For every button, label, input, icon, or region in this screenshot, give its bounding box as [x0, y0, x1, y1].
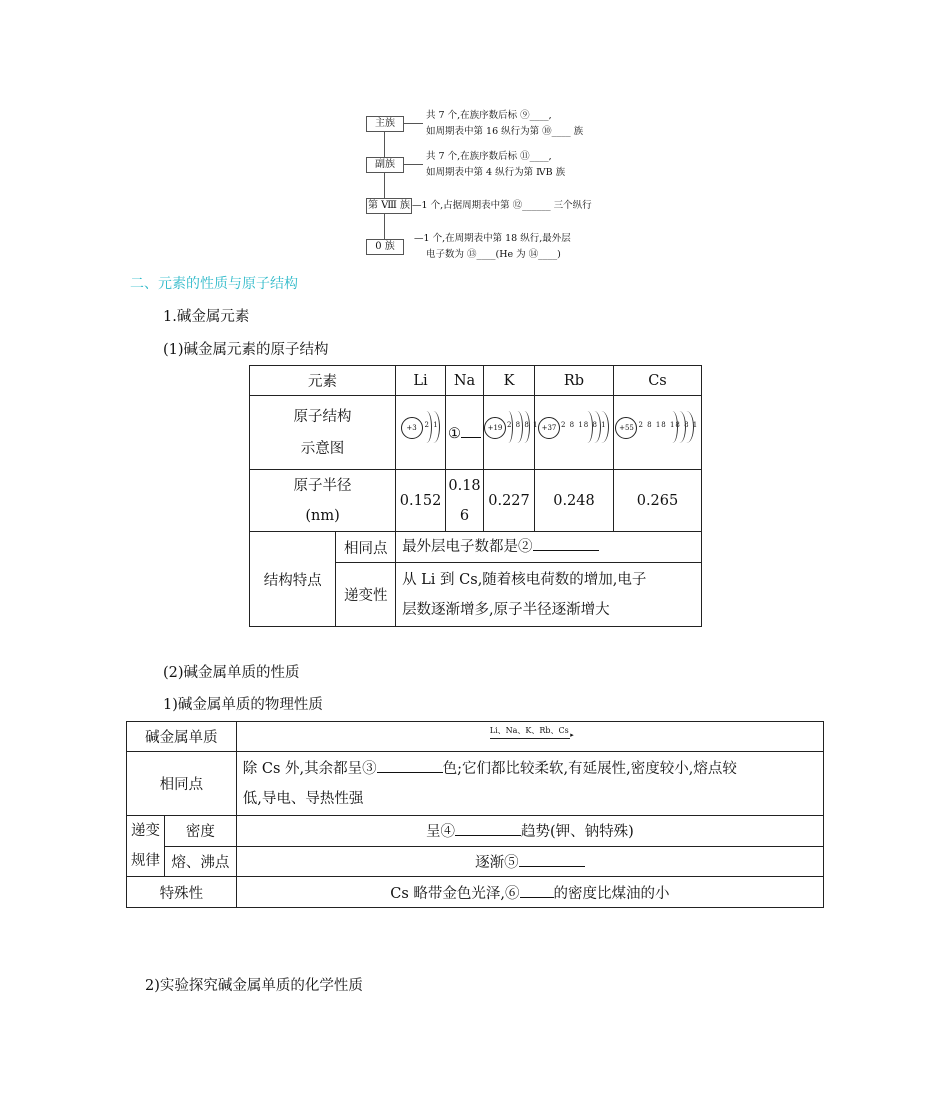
r1-arrow-cell	[236, 722, 823, 752]
atom-cs	[615, 409, 699, 453]
radius-na	[446, 470, 484, 532]
trend-line-1: 从 Li 到 Cs,随着核电荷数的增加,电子	[402, 571, 647, 588]
group-box-viii: 第 Ⅷ 族	[366, 198, 412, 214]
atom-rb	[536, 409, 612, 453]
item-atomic-structure: (1)碱金属元素的原子结构	[163, 342, 329, 358]
special-text-cell	[236, 877, 823, 908]
atom-diagram-na	[446, 396, 484, 470]
r2-label: 相同点	[127, 752, 237, 816]
radius-na-2: 6	[459, 507, 470, 524]
radius-li: 0.152	[396, 470, 446, 532]
group-text-viii: —1 个,占据周期表中第 ⑫______ 三个纵行	[412, 200, 592, 211]
header-cs: Cs	[613, 366, 701, 396]
answer-blank-5	[519, 852, 585, 867]
trend-text-cell	[396, 563, 702, 627]
feature-label: 结构特点	[250, 532, 336, 627]
structure-label	[250, 396, 396, 470]
radius-label-2: (nm)	[305, 507, 340, 524]
answer-blank-1	[461, 423, 481, 438]
shells-cs: 2 8 18 18 8 1	[638, 420, 699, 429]
atom-li	[397, 409, 445, 453]
physical-properties-table	[126, 721, 824, 908]
group-text-zero-2: 电子数为 ⑬____(He 为 ⑭____)	[426, 249, 561, 260]
radius-na-1: 0.18	[448, 477, 481, 494]
group-text-zero-1: —1 个,在周期表中第 18 纵行,最外层	[414, 233, 571, 244]
group-box-main: 主族	[366, 116, 404, 132]
diagram-connector	[384, 130, 385, 240]
header-li: Li	[396, 366, 446, 396]
bracket-line	[403, 123, 423, 124]
melt-label: 熔、沸点	[164, 846, 236, 877]
r2-line-1	[243, 754, 817, 784]
same-text: 最外层电子数都是②	[402, 539, 533, 555]
radius-label	[250, 470, 396, 532]
shell-arc	[424, 411, 440, 443]
radius-label-1: 原子半径	[293, 477, 352, 494]
shell-arc	[594, 411, 609, 443]
atom-diagram-k	[484, 396, 539, 470]
element-order-arrow	[489, 722, 574, 739]
atom-k	[484, 409, 539, 453]
shell-arc	[519, 411, 530, 443]
r1-label: 碱金属单质	[127, 722, 237, 752]
item-chemical-properties: 2)实验探究碱金属单质的化学性质	[145, 978, 363, 994]
header-na: Na	[446, 366, 484, 396]
density-a: 呈④	[425, 824, 455, 841]
trend-rule-2: 规律	[130, 853, 160, 869]
header-k: K	[484, 366, 535, 396]
atom-diagram-cs	[613, 396, 701, 470]
element-order-text: Li、Na、K、Rb、Cs	[489, 726, 569, 735]
bracket-line	[403, 164, 423, 165]
item-elemental-properties: (2)碱金属单质的性质	[163, 665, 300, 681]
atom-diagram-li	[396, 396, 446, 470]
r2-text-b: 色;它们都比较柔软,有延展性,密度较小,熔点较	[442, 760, 737, 777]
melt-text-cell	[236, 846, 823, 877]
density-b: 趋势(钾、钠特殊)	[520, 824, 634, 841]
group-text-sub-1: 共 7 个,在族序数后标 ⑪____,	[426, 151, 552, 162]
same-text-cell	[396, 532, 702, 563]
r2-line-2: 低,导电、导热性强	[242, 790, 364, 807]
atomic-structure-table	[249, 365, 702, 627]
radius-k: 0.227	[484, 470, 535, 532]
r2-text-cell	[236, 752, 823, 816]
density-label: 密度	[164, 816, 236, 847]
group-text-main-1: 共 7 个,在族序数后标 ⑨____,	[426, 110, 552, 121]
special-b: 的密度比煤油的小	[553, 885, 670, 902]
same-label: 相同点	[336, 532, 396, 563]
density-text-cell	[236, 816, 823, 847]
nucleus-k: +19	[484, 417, 506, 439]
radius-rb: 0.248	[535, 470, 614, 532]
shell-arc	[679, 411, 694, 443]
group-text-main-2: 如周期表中第 16 纵行为第 ⑩____ 族	[426, 126, 584, 137]
header-rb: Rb	[535, 366, 614, 396]
arrow-head-icon: ▸	[570, 731, 574, 739]
melt-a: 逐渐⑤	[475, 854, 519, 871]
nucleus-li: +3	[401, 417, 423, 439]
group-box-sub: 副族	[366, 157, 404, 173]
trend-line-2: 层数逐渐增多,原子半径逐渐增大	[402, 601, 610, 618]
trend-rule-label	[127, 816, 165, 877]
item-physical-properties: 1)碱金属单质的物理性质	[163, 697, 323, 713]
structure-label-1: 原子结构	[293, 408, 352, 425]
shells-k: 2 8 8 1	[507, 420, 539, 429]
na-blank-label: ①	[448, 426, 462, 442]
special-a: Cs 略带金色光泽,⑥	[390, 885, 520, 902]
special-label: 特殊性	[127, 877, 237, 908]
section-title: 二、元素的性质与原子结构	[130, 276, 298, 292]
nucleus-rb: +37	[538, 417, 560, 439]
shells-li: 2 1	[424, 420, 439, 429]
answer-blank-4	[455, 821, 521, 836]
atom-diagram-rb	[535, 396, 614, 470]
trend-label: 递变性	[336, 563, 396, 627]
nucleus-cs: +55	[615, 417, 637, 439]
group-text-sub-2: 如周期表中第 4 纵行为第 ⅣB 族	[426, 167, 566, 178]
r2-text-a: 除 Cs 外,其余都呈③	[242, 760, 377, 777]
answer-blank-6	[520, 883, 554, 898]
shells-rb: 2 8 18 8 1	[560, 420, 607, 429]
answer-blank-2	[533, 536, 599, 551]
trend-rule-1: 递变	[130, 823, 160, 839]
structure-label-2: 示意图	[300, 440, 345, 457]
answer-blank-3	[377, 758, 443, 773]
item-alkali-elements: 1.碱金属元素	[163, 309, 250, 325]
radius-cs: 0.265	[613, 470, 701, 532]
group-box-zero: 0 族	[366, 239, 404, 255]
header-element: 元素	[250, 366, 396, 396]
